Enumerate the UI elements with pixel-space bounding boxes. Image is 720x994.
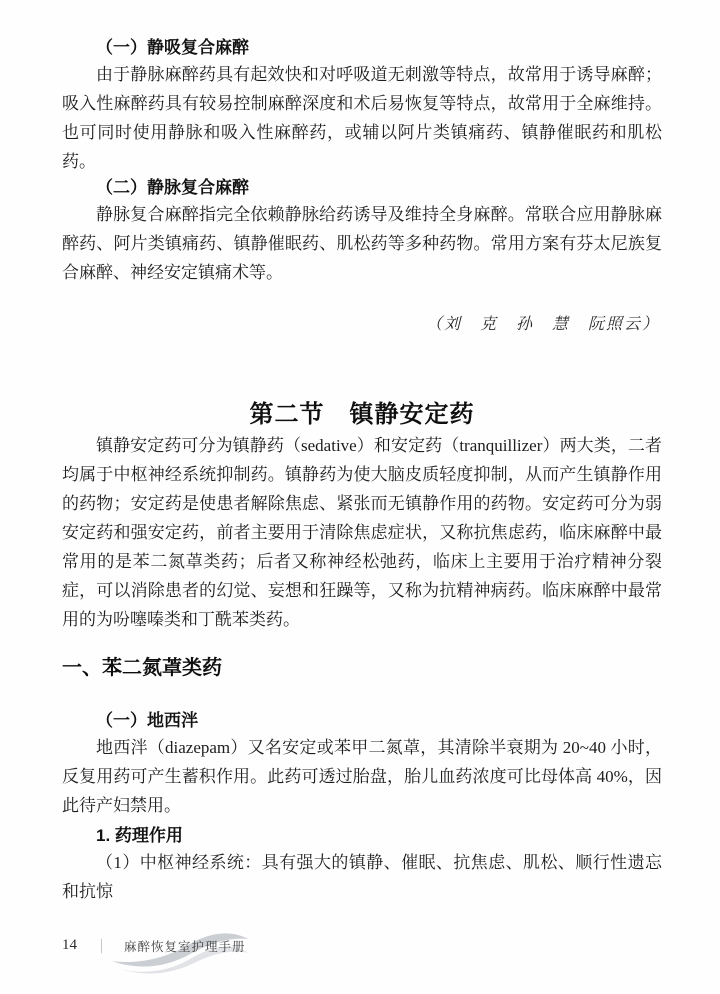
page-content: [62, 36, 662, 906]
subsection-heading-2: （二）静脉复合麻醉: [96, 178, 249, 197]
authors-attribution: （刘 克 孙 慧 阮照云）: [425, 314, 660, 333]
section-title: 第二节 镇静安定药: [249, 401, 475, 428]
subsection-paragraph-2: 静脉复合麻醉指完全依赖静脉给药诱导及维持全身麻醉。常联合应用静脉麻醉药、阿片类镇痛药、镇静催眠药、肌松药等多种药物。常用方案有芬太尼族复合麻醉、神经安定镇痛术等。: [62, 205, 662, 282]
page-footer: [62, 936, 246, 955]
part-heading-benzodiazepines: 一、苯二氮䓬类药: [62, 657, 222, 679]
subsection-paragraph-1: 由于静脉麻醉药具有起效快和对呼吸道无刺激等特点，故常用于诱导麻醉；吸入性麻醉药具有较易控制麻醉深度和术后易恢复等特点，故常用于全麻维持。也可同时使用静脉和吸入性麻醉药，或辅以阿片类镇痛药、镇静催眠药和肌松药。: [62, 65, 662, 171]
book-title: 麻醉恢复室护理手册: [124, 939, 246, 954]
cns-effects-paragraph: （1）中枢神经系统：具有强大的镇静、催眠、抗焦虑、肌松、顺行性遗忘和抗惊: [62, 853, 662, 901]
pharmacology-heading: 1. 药理作用: [96, 826, 183, 845]
diazepam-paragraph: 地西泮（diazepam）又名安定或苯甲二氮䓬，其清除半衰期为 20~40 小时，反复用药可产生蓄积作用。此药可透过胎盘，胎儿血药浓度可比母体高 40%，因此待产妇禁用。: [62, 738, 662, 815]
footer-separator: ｜: [95, 938, 109, 955]
section-intro-paragraph: 镇静安定药可分为镇静药（sedative）和安定药（tranquillizer）两大类，二者均属于中枢神经系统抑制药。镇静药为使大脑皮质轻度抑制，从而产生镇静作用的药物；安定药是使患者解除焦虑、紧张而无镇静作用的药物。安定药可分为弱安定药和强安定药，前者主要用于清除焦虑症状，又称抗焦虑药，临床麻醉中最常用的是苯二氮䓬类药；后者又称神经松弛药，临床上主要用于治疗精神分裂症，可以消除患者的幻觉、妄想和狂躁等，又称为抗精神病药。临床麻醉中最常用的为吩噻嗪类和丁酰苯类药。: [62, 436, 662, 629]
page-number: 14: [62, 937, 77, 953]
subsection-heading-1: （一）静吸复合麻醉: [96, 38, 249, 57]
item-heading-diazepam: （一）地西泮: [96, 711, 198, 730]
